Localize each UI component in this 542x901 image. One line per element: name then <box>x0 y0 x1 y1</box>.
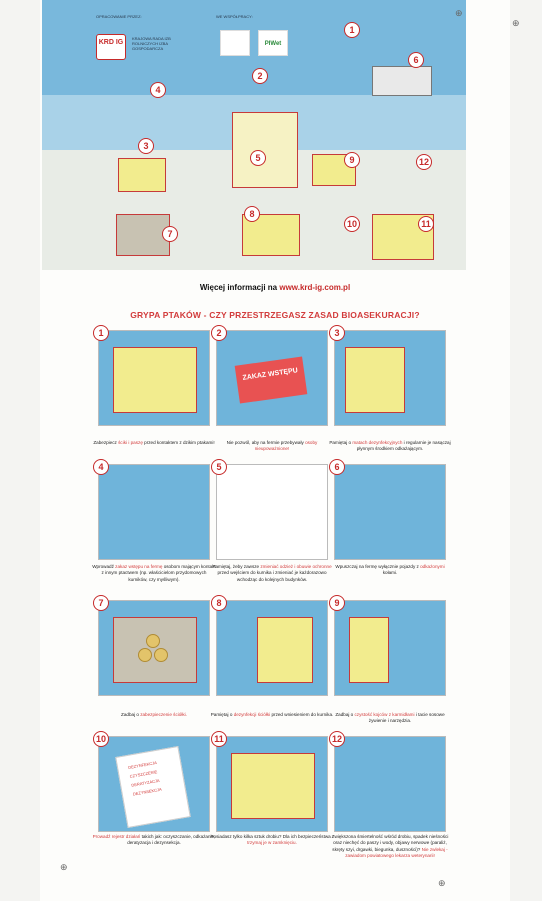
panel-number: 10 <box>93 731 109 747</box>
panel-4 <box>98 464 210 560</box>
panel-number: 11 <box>211 731 227 747</box>
poster-number: 12 <box>416 154 432 170</box>
panel-11-caption: Posiadasz tylko kilka sztuk drobiu? Dla ich bezpieczeństwa - trzymaj je w zamknięciu. <box>210 834 334 846</box>
panel-1 <box>98 330 210 426</box>
panel-12 <box>331 734 446 832</box>
panel-number: 12 <box>329 731 345 747</box>
crop-mark-icon: ⊕ <box>512 18 520 28</box>
poster-number: 7 <box>162 226 178 242</box>
poster-number: 9 <box>344 152 360 168</box>
panel-number: 5 <box>211 459 227 475</box>
poster-number: 10 <box>344 216 360 232</box>
krd-ig-logo: KRD IG <box>96 34 126 60</box>
partner-logo-piwet: PIWet <box>258 30 288 56</box>
vehicle-illustration <box>372 66 432 96</box>
panel-2-caption: Nie pozwól, aby na fermie przebywały osoby nieupoważnione! <box>226 440 318 452</box>
panel-number: 2 <box>211 325 227 341</box>
closed-coop-illustration <box>231 753 315 819</box>
panel-number: 1 <box>93 325 109 341</box>
panel-10-caption: Prowadź rejestr działań takich jak: oczyszczanie, odkażanie, deratyzacja i dezynsekcja. <box>92 834 216 846</box>
more-info-line <box>40 283 510 292</box>
crop-mark-icon: ⊕ <box>455 8 463 18</box>
poster-house-3 <box>118 148 166 192</box>
panel-number: 6 <box>329 459 345 475</box>
poster-number: 11 <box>418 216 434 232</box>
poster-number: 6 <box>408 52 424 68</box>
panel-number: 7 <box>93 595 109 611</box>
poster-house-11 <box>372 204 434 260</box>
panel-7 <box>98 600 210 696</box>
website-link[interactable]: www.krd-ig.com.pl <box>279 283 351 292</box>
poster-number: 2 <box>252 68 268 84</box>
panel-6-caption: Wpuszczaj na fermę wyłącznie pojazdy z odkażonymi kołami. <box>335 564 445 576</box>
panel-11 <box>216 736 328 832</box>
panel-5-caption: Pamiętaj, żeby zawsze zmieniać odzież i obuwie ochronne przed wejściem do kurnika i zmieniać je każdorazowo wchodząc do kolejnych budynków. <box>212 564 332 582</box>
panel-8-caption: Pamiętaj o dezynfekcji ściółki przed wniesieniem do kurnika. <box>210 712 334 717</box>
poster-number: 4 <box>150 82 166 98</box>
no-entry-sign: ZAKAZ WSTĘPU <box>235 356 308 403</box>
coop-illustration <box>345 347 405 413</box>
panel-12-caption: Zwiększona śmiertelność wśród drobiu, spadek nieśności oraz niechęć do paszy i wody, objawy nerwowe (paraliż, skręty szyi, drgawki, biegunka, duszności)? Nie zwlekaj - zawiadom powiatowego lekarza weterynarii! <box>331 834 449 859</box>
org-name: KRAJOWA RADA IZB ROLNICZYCH IZBA GOSPODARCZA <box>132 36 171 51</box>
panel-9-caption: Zadbaj o czystość kojców z karmidłami i tacie sosowe żywienie i narzędzia. <box>335 712 445 724</box>
poster-number: 3 <box>138 138 154 154</box>
panel-3-caption: Pamiętaj o matach dezynfekcyjnych i regularnie je nasączaj płynnym środkiem odkażającym. <box>329 440 451 452</box>
page-title: GRYPA PTAKÓW - CZY PRZESTRZEGASZ ZASAD BIOASEKURACJI? <box>130 310 420 320</box>
partner-logo-1 <box>220 30 250 56</box>
panel-number: 4 <box>93 459 109 475</box>
panel-3 <box>334 330 446 426</box>
register-checklist: DEZYNFEKCJA CZYSZCZENIE DERATYZACJA DEZYNSEKCJA <box>115 746 191 828</box>
panel-6 <box>334 464 446 560</box>
prepared-by-label: OPRACOWANIE PRZEZ: <box>96 14 142 19</box>
panel-number: 3 <box>329 325 345 341</box>
poster-number: 8 <box>244 206 260 222</box>
panel-8 <box>216 600 328 696</box>
panel-number: 8 <box>211 595 227 611</box>
litter-storage-illustration <box>113 617 197 683</box>
panel-9 <box>334 600 446 696</box>
henhouse-illustration <box>113 347 197 413</box>
pen-illustration <box>349 617 389 683</box>
poster-number: 1 <box>344 22 360 38</box>
poster-number: 5 <box>250 150 266 166</box>
henhouse-illustration <box>257 617 313 683</box>
partners-label: WE WSPÓŁPRACY: <box>216 14 253 19</box>
poster-house-2 <box>232 92 298 188</box>
crop-mark-icon: ⊕ <box>60 862 68 872</box>
crop-mark-icon: ⊕ <box>438 878 446 888</box>
panel-number: 9 <box>329 595 345 611</box>
panel-4-caption: Wprowadź zakaz wstępu na fermę osobom mającym kontakt z innym ptactwem (np. właścicielom przydomowych kurników, czy myśliwym). <box>92 564 216 582</box>
panel-5 <box>216 464 328 560</box>
panel-7-caption: Zadbaj o zabezpieczenie ściółki. <box>121 712 187 717</box>
more-info-prefix: Więcej informacji na <box>199 283 280 292</box>
panel-2 <box>216 330 328 426</box>
panel-1-caption: Zabezpiecz ściki i paszę przed kontaktem z dzikim ptakami! <box>93 440 215 445</box>
panel-10 <box>95 734 210 832</box>
